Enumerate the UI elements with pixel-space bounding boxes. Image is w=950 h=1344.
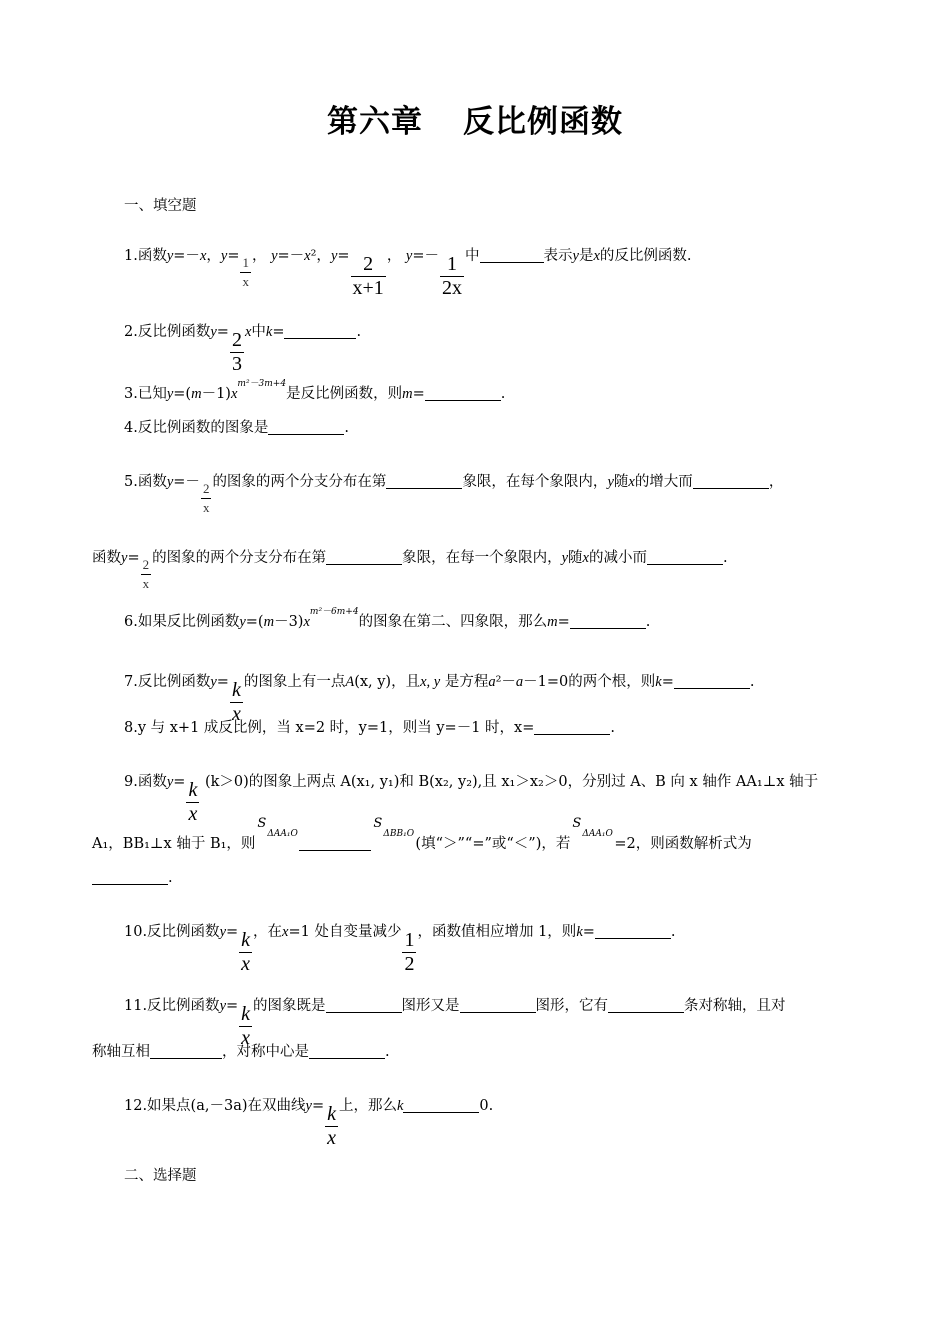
answer-blank[interactable] bbox=[425, 384, 501, 401]
question-8: 8.y 与 x+1 成反比例，当 x=2 时，y=1，则当 y=－1 时，x= . bbox=[124, 720, 615, 736]
fraction-2-over-x-plus-1: $\frac{2}{x+1}$ bbox=[352, 253, 384, 299]
fraction-2-over-3: $\frac{2}{3}$ bbox=[231, 329, 242, 375]
answer-blank[interactable] bbox=[570, 612, 646, 629]
answer-blank[interactable] bbox=[647, 548, 723, 565]
question-12: 12.如果点(a,－3a)在双曲线y= $\frac{k}{x}$ 上，那么k 0. bbox=[124, 1098, 494, 1149]
answer-blank[interactable] bbox=[326, 996, 402, 1013]
area-symbol: S ΔAA₁O bbox=[572, 816, 613, 839]
fraction-2-over-x: $\frac{2}{x}$ bbox=[142, 557, 150, 591]
fraction-k-over-x: $\frac{k}{x}$ bbox=[241, 1003, 251, 1049]
question-7: 7.反比例函数y= $\frac{k}{x}$ 的图象上有一点A(x, y)，且x, y 是方程a²－a－1=0的两个根，则k= . bbox=[124, 674, 755, 725]
question-5: 5.函数y=－ $\frac{2}{x}$ 的图象的两个分支分布在第 象限，在每个象限内，y随x的增大而 ， bbox=[124, 474, 784, 515]
answer-blank[interactable] bbox=[480, 246, 544, 263]
question-4: 4.反比例函数的图象是 . bbox=[124, 420, 349, 436]
area-symbol: S ΔAA₁O bbox=[257, 816, 298, 839]
answer-blank[interactable] bbox=[386, 472, 462, 489]
answer-blank[interactable] bbox=[693, 472, 769, 489]
fraction-k-over-x: $\frac{k}{x}$ bbox=[231, 679, 241, 725]
fraction-1-over-2: $\frac{1}{2}$ bbox=[404, 929, 415, 975]
area-symbol: S ΔBB₁O bbox=[373, 816, 415, 839]
section-multiple-choice: 二、选择题 bbox=[124, 1168, 197, 1184]
question-9-part-2: A₁，BB₁⊥x 轴于 B₁，则 S ΔAA₁O S ΔBB₁O (填“＞”“=”或“＜”)，若 S ΔAA₁O =2，则函数解析式为 bbox=[92, 816, 752, 852]
answer-blank[interactable] bbox=[92, 868, 168, 885]
section-fill-in: 一、填空题 bbox=[124, 198, 197, 214]
question-11-part-2: 称轴互相 ，对称中心是 . bbox=[92, 1044, 390, 1060]
answer-blank[interactable] bbox=[460, 996, 536, 1013]
answer-blank[interactable] bbox=[299, 834, 371, 851]
question-6: 6.如果反比例函数$y=(m-3)x^{m^2-6m+4}$的图象在第二、四象限，那么m= . bbox=[124, 607, 651, 630]
answer-blank[interactable] bbox=[674, 672, 750, 689]
answer-blank[interactable] bbox=[150, 1042, 222, 1059]
answer-blank[interactable] bbox=[608, 996, 684, 1013]
fraction-1-over-2x: $\frac{1}{2x}$ bbox=[442, 253, 463, 299]
answer-blank[interactable] bbox=[595, 922, 671, 939]
question-9-part-3: . bbox=[92, 868, 173, 888]
answer-blank[interactable] bbox=[403, 1096, 479, 1113]
fraction-k-over-x: $\frac{k}{x}$ bbox=[188, 779, 198, 825]
answer-blank[interactable] bbox=[309, 1042, 385, 1059]
answer-blank[interactable] bbox=[284, 322, 356, 339]
page-title: 第六章 反比例函数 bbox=[327, 104, 623, 140]
question-3: 3.已知$y=(m-1)x^{m^2-3m+4}$是反比例函数，则m= . bbox=[124, 379, 506, 402]
question-1: 1.函数y=－x，y= $\frac{1}{x}$ ， y=－x²，y= $\frac{2}{x+1}$ ， y=－ $\frac{1}{2x}$ 中 表示y是x的反比例函数. bbox=[124, 248, 692, 299]
question-10: 10.反比例函数y= $\frac{k}{x}$ ，在x=1 处自变量减少 $\frac{1}{2}$ ，函数值相应增加 1，则k= . bbox=[124, 924, 676, 975]
answer-blank[interactable] bbox=[326, 548, 402, 565]
fraction-k-over-x: $\frac{k}{x}$ bbox=[327, 1103, 336, 1149]
question-2: 2.反比例函数y= $\frac{2}{3}$ x中k= . bbox=[124, 324, 362, 375]
question-11: 11.反比例函数y= $\frac{k}{x}$ 的图象既是 图形又是 图形，它有 条对称轴，且对 bbox=[124, 998, 786, 1049]
question-5-part-2: 函数y= $\frac{2}{x}$ 的图象的两个分支分布在第 象限，在每一个象限内，y随x的减小而 . bbox=[92, 550, 728, 591]
question-9: 9.函数y= $\frac{k}{x}$ (k＞0)的图象上两点 A(x₁, y₁)和 B(x₂, y₂),且 x₁＞x₂＞0，分别过 A、B 向 x 轴作 AA₁⊥x 轴于 bbox=[124, 774, 819, 825]
answer-blank[interactable] bbox=[268, 418, 344, 435]
answer-blank[interactable] bbox=[534, 718, 610, 735]
fraction-k-over-x: $\frac{k}{x}$ bbox=[241, 929, 251, 975]
fraction-2-over-x: $\frac{2}{x}$ bbox=[202, 481, 210, 515]
fraction-1-over-x: $\frac{1}{x}$ bbox=[242, 255, 249, 289]
